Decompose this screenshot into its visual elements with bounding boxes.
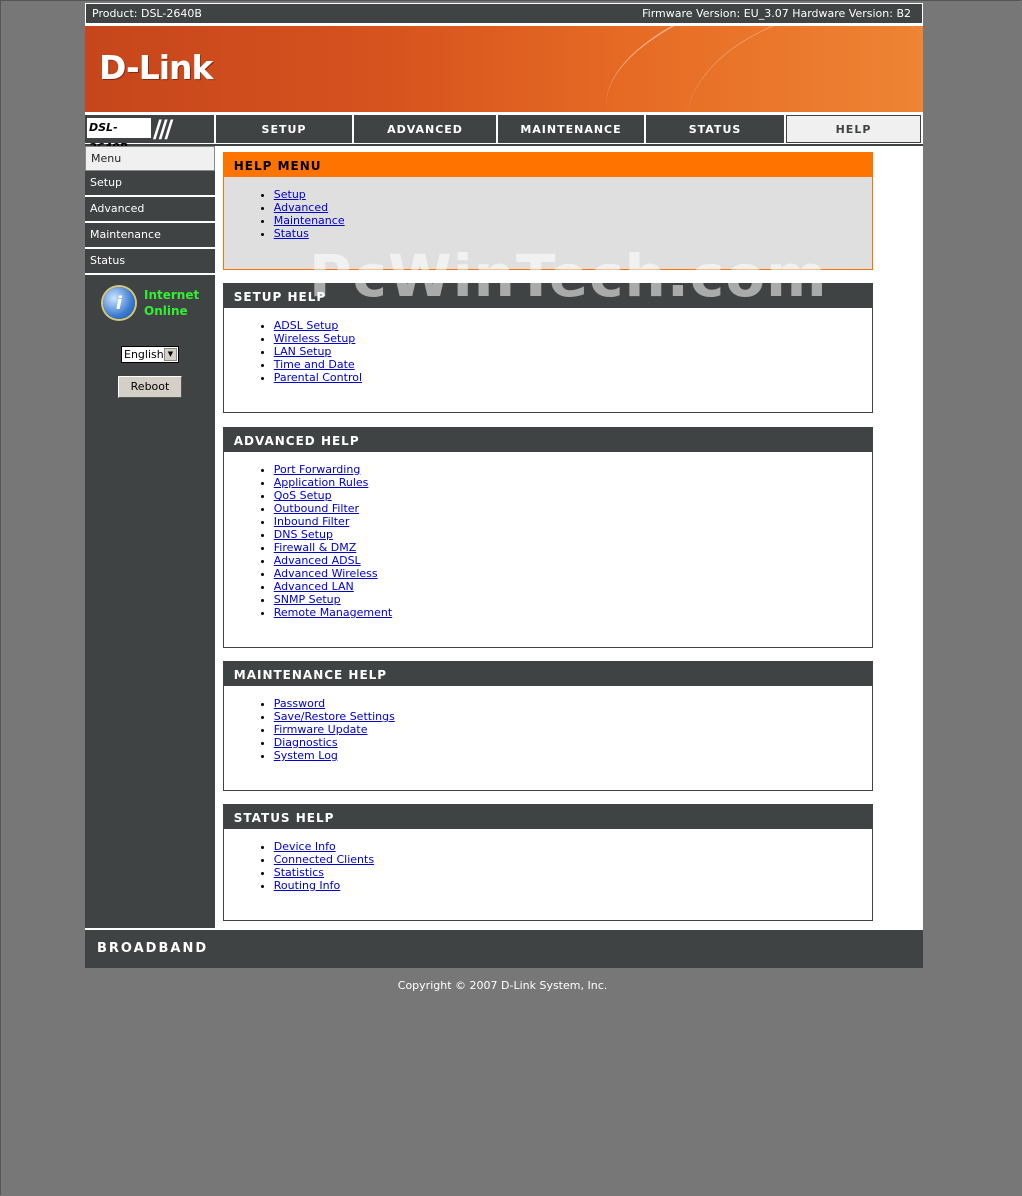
sidebar-item-setup[interactable]: Setup xyxy=(85,171,215,197)
link-snmp-setup[interactable]: SNMP Setup xyxy=(273,593,341,606)
help-menu-box xyxy=(223,152,873,270)
list-item xyxy=(274,736,872,749)
list-item xyxy=(274,541,872,554)
list-item xyxy=(274,489,872,502)
top-info-bar xyxy=(85,3,923,24)
link-adsl-setup[interactable]: ADSL Setup xyxy=(273,319,339,332)
dlink-logo: D-Link xyxy=(99,48,213,87)
list-item xyxy=(274,371,872,384)
link-outbound-filter[interactable]: Outbound Filter xyxy=(273,502,360,515)
link-save-restore[interactable]: Save/Restore Settings xyxy=(273,710,395,723)
sidebar-item-advanced[interactable]: Advanced xyxy=(85,197,215,223)
tab-status[interactable]: STATUS xyxy=(646,115,784,143)
header-banner xyxy=(85,26,923,112)
status-help-links xyxy=(224,829,872,892)
maintenance-help-box xyxy=(223,661,873,791)
list-item xyxy=(274,214,872,227)
sidebar-item-menu[interactable]: Menu xyxy=(85,146,215,171)
status-help-box xyxy=(223,804,873,921)
section-title: SETUP HELP xyxy=(224,284,872,308)
list-item xyxy=(274,188,872,201)
list-item xyxy=(274,840,872,853)
sidebar-item-status[interactable]: Status xyxy=(85,249,215,275)
slashes-decoration: /// xyxy=(153,115,171,143)
link-connected-clients[interactable]: Connected Clients xyxy=(273,853,375,866)
router-admin-page xyxy=(85,3,923,968)
link-device-info[interactable]: Device Info xyxy=(273,840,336,853)
link-application-rules[interactable]: Application Rules xyxy=(273,476,369,489)
main-area xyxy=(85,146,923,928)
list-item xyxy=(274,749,872,762)
link-dns-setup[interactable]: DNS Setup xyxy=(273,528,333,541)
list-item xyxy=(274,515,872,528)
footer-brand: BROADBAND xyxy=(85,928,923,968)
section-title: STATUS HELP xyxy=(224,805,872,829)
link-advanced-lan[interactable]: Advanced LAN xyxy=(273,580,354,593)
list-item xyxy=(274,879,872,892)
link-system-log[interactable]: System Log xyxy=(273,749,338,762)
internet-status xyxy=(103,287,199,319)
list-item xyxy=(274,332,872,345)
link-diagnostics[interactable]: Diagnostics xyxy=(273,736,338,749)
link-statistics[interactable]: Statistics xyxy=(273,866,325,879)
link-advanced[interactable]: Advanced xyxy=(273,201,329,214)
tab-advanced[interactable]: ADVANCED xyxy=(354,115,496,143)
link-advanced-wireless[interactable]: Advanced Wireless xyxy=(273,567,378,580)
link-remote-management[interactable]: Remote Management xyxy=(273,606,393,619)
link-setup[interactable]: Setup xyxy=(273,188,306,201)
link-firmware-update[interactable]: Firmware Update xyxy=(273,723,368,736)
list-item xyxy=(274,528,872,541)
product-label: Product: DSL-2640B xyxy=(92,7,202,20)
list-item xyxy=(274,554,872,567)
sidebar xyxy=(85,146,215,928)
list-item xyxy=(274,866,872,879)
internet-status-text xyxy=(144,287,199,319)
section-title: ADVANCED HELP xyxy=(224,428,872,452)
link-time-and-date[interactable]: Time and Date xyxy=(273,358,355,371)
list-item xyxy=(274,606,872,619)
list-item xyxy=(274,580,872,593)
list-item xyxy=(274,567,872,580)
list-item xyxy=(274,723,872,736)
link-parental-control[interactable]: Parental Control xyxy=(273,371,363,384)
model-badge xyxy=(85,115,214,143)
reboot-button[interactable]: Reboot xyxy=(118,376,182,398)
link-inbound-filter[interactable]: Inbound Filter xyxy=(273,515,350,528)
list-item xyxy=(274,502,872,515)
link-routing-info[interactable]: Routing Info xyxy=(273,879,341,892)
language-select[interactable] xyxy=(121,346,179,363)
tab-maintenance[interactable]: MAINTENANCE xyxy=(498,115,644,143)
link-firewall-dmz[interactable]: Firewall & DMZ xyxy=(273,541,357,554)
tab-help[interactable]: HELP xyxy=(786,115,921,143)
setup-help-links xyxy=(224,308,872,384)
online-label: Online xyxy=(144,304,188,318)
dropdown-arrow-icon[interactable]: ▼ xyxy=(164,348,177,361)
link-advanced-adsl[interactable]: Advanced ADSL xyxy=(273,554,361,567)
list-item xyxy=(274,853,872,866)
list-item xyxy=(274,710,872,723)
version-label: Firmware Version: EU_3.07 Hardware Version: B2 xyxy=(642,7,911,20)
copyright-text: Copyright © 2007 D-Link System, Inc. xyxy=(397,979,608,992)
list-item xyxy=(274,227,872,240)
link-wireless-setup[interactable]: Wireless Setup xyxy=(273,332,356,345)
watermark: PcWinTech.com xyxy=(308,242,828,310)
link-lan-setup[interactable]: LAN Setup xyxy=(273,345,332,358)
list-item xyxy=(274,358,872,371)
section-title: HELP MENU xyxy=(224,153,872,177)
list-item xyxy=(274,345,872,358)
setup-help-box xyxy=(223,283,873,413)
main-nav xyxy=(85,114,923,146)
list-item xyxy=(274,593,872,606)
help-content xyxy=(215,146,923,928)
link-status[interactable]: Status xyxy=(273,227,309,240)
info-globe-icon: i xyxy=(103,287,135,319)
list-item xyxy=(274,476,872,489)
list-item xyxy=(274,319,872,332)
model-name: DSL- xyxy=(87,118,151,138)
list-item xyxy=(274,201,872,214)
sidebar-item-maintenance[interactable]: Maintenance xyxy=(85,223,215,249)
list-item xyxy=(274,463,872,476)
section-title: MAINTENANCE HELP xyxy=(224,662,872,686)
help-menu-links xyxy=(224,177,872,240)
language-value: English xyxy=(124,348,164,361)
tab-setup[interactable]: SETUP xyxy=(216,115,352,143)
list-item xyxy=(274,697,872,710)
link-port-forwarding[interactable]: Port Forwarding xyxy=(273,463,361,476)
link-qos-setup[interactable]: QoS Setup xyxy=(273,489,332,502)
link-maintenance[interactable]: Maintenance xyxy=(273,214,345,227)
link-password[interactable]: Password xyxy=(273,697,326,710)
internet-label: Internet xyxy=(144,288,200,302)
advanced-help-box xyxy=(223,427,873,648)
advanced-help-links xyxy=(224,452,872,619)
maintenance-help-links xyxy=(224,686,872,762)
